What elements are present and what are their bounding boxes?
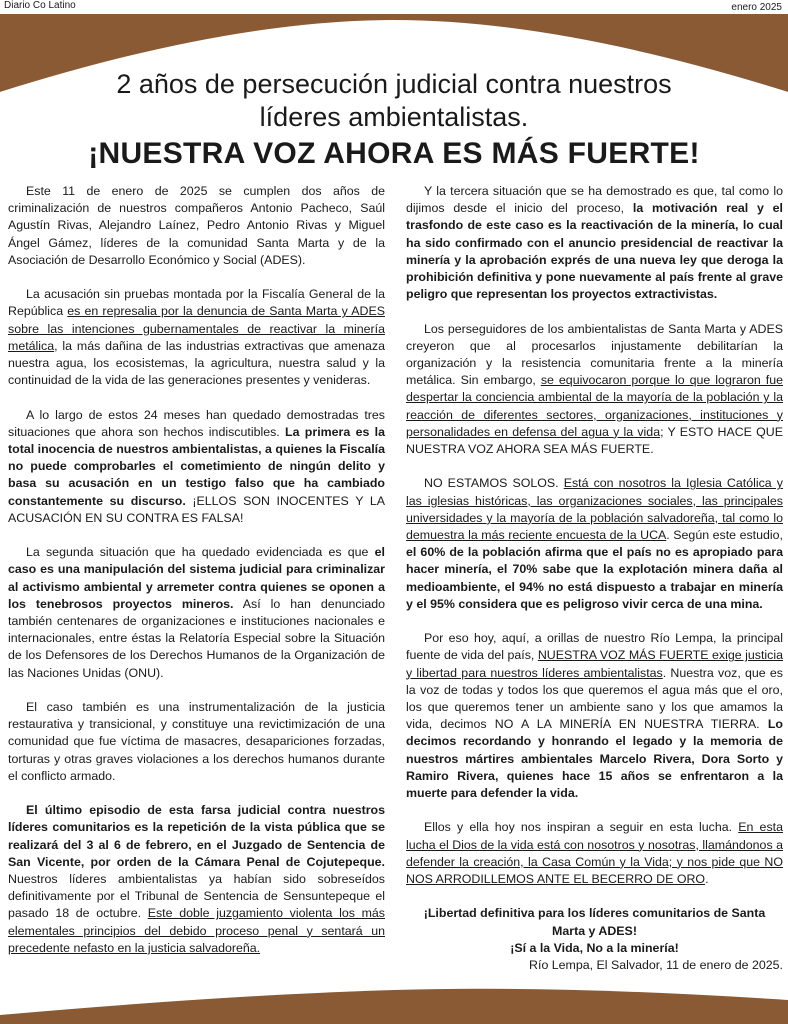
closing-slogan-2: ¡Sí a la Vida, No a la minería! (510, 940, 679, 955)
closing-slogan: ¡Libertad definitiva para los líderes comunitarios de Santa Marta y ADES! (423, 906, 766, 938)
bottom-arc (0, 989, 788, 1024)
paragraph: El caso también es una instrumentalización de la justicia restaurativa y transicional, y constituye una revictimización de una comunidad que fue víctima de masacres, desapariciones forzadas, torturas y otras graves violaciones a los derechos humanos durante el conflicto armado. (8, 700, 385, 783)
right-column (406, 183, 783, 974)
paragraph: Y la tercera situación que se ha demostrado es que, tal como lo dijimos desde el inicio del proceso, la motivación real y el trasfondo de este caso es la reactivación de la minería, lo cual ha sido confirmado con el anuncio presidencial de reactivar la minería y la aprobación exprés de una nueva ley que deroga la prohibición definitiva y pone nuevamente al país frente al grave peligro que representan los proyectos extractivistas. (406, 184, 783, 302)
paragraph: La acusación sin pruebas montada por la Fiscalía General de la República es en represalia por la denuncia de Santa Marta y ADES sobre las intenciones gubernamentales de reactivar la minería metálica, la más dañina de las industrias extractivas que amenaza nuestra agua, los ecosistemas, la agricultura, nuestra salud y la continuidad de la vida de las generaciones presentes y venideras. (8, 287, 385, 388)
headline-slogan: ¡NUESTRA VOZ AHORA ES MÁS FUERTE! (88, 137, 700, 170)
paragraph: Los perseguidores de los ambientalistas de Santa Marta y ADES creyeron que al procesarlos injustamente debilitarían la organización y la resistencia comunitaria frente a la minería metálica. Sin embargo, se equivocaron porque lo que lograron fue despertar la conciencia ambiental de la mayoría de la población y la reacción de diferentes sectores, organizaciones, instituciones y personalidades en defensa del agua y la vida; Y ESTO HACE QUE NUESTRA VOZ AHORA SEA MÁS FUERTE. (406, 321, 783, 457)
paragraph: El último episodio de esta farsa judicial contra nuestros líderes comunitarios es la repetición de la vista pública que se realizará del 3 al 6 de febrero, en el Juzgado de Sentencia de San Vicente, por orden de la Cámara Penal de Cojutepeque. Nuestros líderes ambientalistas ya habían sido sobreseídos definitivamente por el Tribunal de Sentencia de Sensuntepeque el pasado 18 de octubre. Este doble juzgamiento violenta los más elementales principios del debido proceso penal y sentará un precedente nefasto en la justicia salvadoreña. (8, 803, 385, 955)
paragraph: Por eso hoy, aquí, a orillas de nuestro Río Lempa, la principal fuente de vida del país, NUESTRA VOZ MÁS FUERTE exige justicia y libertad para nuestros líderes ambientalistas. Nuestra voz, que es la voz de todas y todos los que queremos el agua más que el oro, los que queremos tener un ambiente sano y los que amamos la vida, decimos NO A LA MINERÍA EN NUESTRA TIERRA. Lo decimos recordando y honrando el legado y la memoria de nuestros mártires ambientales Marcelo Rivera, Dora Sorto y Ramiro Rivera, quienes hace 15 años se enfrentaron a la muerte para defender la vida. (406, 631, 783, 801)
paragraph: Ellos y ella hoy nos inspiran a seguir en esta lucha. En esta lucha el Dios de la vida está con nosotros y nosotras, llamándonos a defender la creación, la Casa Común y la Vida; y nos pide que NO NOS ARRODILLEMOS ANTE EL BECERRO DE ORO. (406, 820, 783, 887)
headline: 2 años de persecución judicial contra nuestros líderes ambientalistas. (116, 69, 672, 132)
paragraph: La segunda situación que ha quedado evidenciada es que el caso es una manipulación del sistema judicial para criminalizar al activismo ambiental y arremeter contra quienes se oponen a los tenebrosos proyectos mineros. Así lo han denunciado también centenares de organizaciones e instituciones nacionales e internacionales, entre éstas la Relatoría Especial sobre la Situación de los Defensores de los Derechos Humanos de la Organización de las Naciones Unidas (ONU). (8, 545, 385, 680)
left-column (8, 183, 385, 974)
top-strip (0, 0, 788, 14)
place-and-date: Río Lempa, El Salvador, 11 de enero de 2025. (529, 958, 783, 973)
publication-name: Diario Co Latino (4, 0, 76, 11)
paragraph: NO ESTAMOS SOLOS. Está con nosotros la Iglesia Católica y las iglesias históricas, las organizaciones sociales, las principales universidades y la mayoría de la población salvadoreña, tal como lo demuestra la más reciente encuesta de la UCA. Según este estudio, el 60% de la población afirma que el país no es apropiado para hacer minería, el 70% sabe que la explotación minera daña al medioambiente, el 94% no está dispuesto a trabajar en minería y el 95% considera que es peligroso vivir cerca de una mina. (406, 476, 783, 611)
paragraph: Este 11 de enero de 2025 se cumplen dos años de criminalización de nuestros compañeros Antonio Pacheco, Saúl Agustín Rivas, Alejandro Laínez, Pedro Antonio Rivas y Miguel Ángel Gámez, líderes de la comunidad Santa Marta y de la Asociación de Desarrollo Económico y Social (ADES). (8, 184, 385, 267)
paragraph: A lo largo de estos 24 meses han quedado demostradas tres situaciones que ahora son hechos indiscutibles. La primera es la total inocencia de nuestros ambientalistas, a quienes la Fiscalía no puede comprobarles el cometimiento de ningún delito y basa su acusación en un testigo falso que ha cambiado constantemente su discurso. ¡ELLOS SON INOCENTES Y LA ACUSACIÓN EN SU CONTRA ES FALSA! (8, 407, 385, 525)
issue-date: enero 2025 (731, 2, 782, 13)
